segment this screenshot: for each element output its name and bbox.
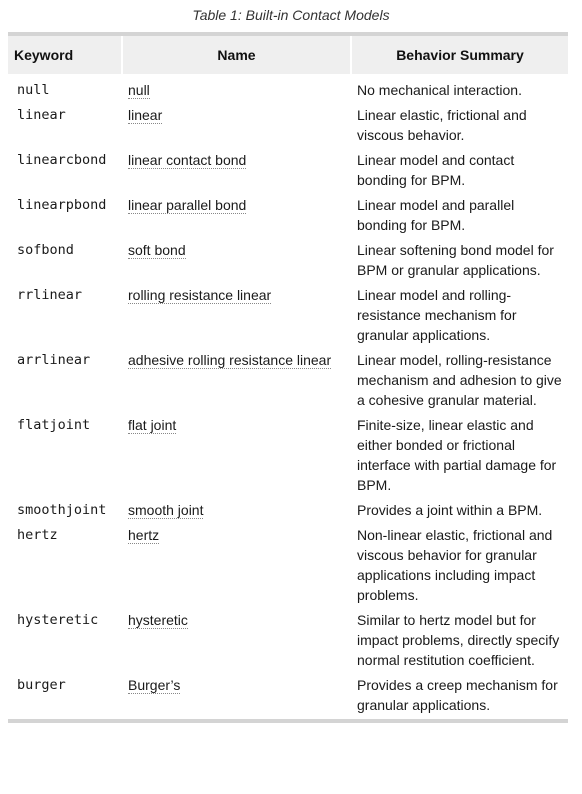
table-row [8, 283, 568, 348]
model-name-link[interactable]: null [128, 82, 150, 98]
name-cell [122, 348, 351, 413]
table-row [8, 523, 568, 608]
table-row [8, 673, 568, 719]
keyword-cell: linearcbond [17, 152, 107, 168]
keyword-cell: rrlinear [17, 287, 83, 303]
keyword-cell: linearpbond [17, 197, 107, 213]
name-cell [122, 673, 351, 719]
contact-models-table [8, 32, 568, 723]
keyword-cell: flatjoint [17, 417, 91, 433]
behavior-summary-cell: Similar to hertz model but for impact problems, directly specify normal restitution coefficient. [357, 612, 560, 668]
name-cell [122, 103, 351, 148]
name-cell [122, 523, 351, 608]
keyword-cell: sofbond [17, 242, 74, 258]
header-behavior-summary: Behavior Summary [351, 36, 568, 74]
name-cell [122, 413, 351, 498]
model-name-link[interactable]: linear parallel bond [128, 197, 247, 213]
model-name-link[interactable]: linear [128, 107, 163, 123]
behavior-summary-cell: No mechanical interaction. [357, 82, 522, 98]
table-row [8, 148, 568, 193]
keyword-cell: hertz [17, 527, 58, 543]
behavior-summary-cell: Provides a creep mechanism for granular applications. [357, 677, 558, 713]
keyword-cell: hysteretic [17, 612, 99, 628]
behavior-summary-cell: Provides a joint within a BPM. [357, 502, 543, 518]
name-cell [122, 498, 351, 523]
behavior-summary-cell: Linear elastic, frictional and viscous behavior. [357, 107, 527, 143]
model-name-link[interactable]: linear contact bond [128, 152, 247, 168]
name-cell [122, 283, 351, 348]
model-name-link[interactable]: rolling resistance linear [128, 287, 272, 303]
name-cell [122, 608, 351, 673]
behavior-summary-cell: Non-linear elastic, frictional and viscous behavior for granular applications including impact problems. [357, 527, 553, 603]
table-row [8, 103, 568, 148]
behavior-summary-cell: Linear model and rolling-resistance mechanism for granular applications. [357, 287, 517, 343]
model-name-link[interactable]: soft bond [128, 242, 186, 258]
table-row [8, 238, 568, 283]
model-name-link[interactable]: adhesive rolling resistance linear [128, 352, 332, 368]
table-row [8, 608, 568, 673]
behavior-summary-cell: Linear model and parallel bonding for BPM. [357, 197, 515, 233]
table-row [8, 74, 568, 103]
table-row [8, 193, 568, 238]
keyword-cell: linear [17, 107, 66, 123]
table-row [8, 498, 568, 523]
table-caption: Table 1: Built-in Contact Models [192, 7, 390, 23]
table-row [8, 348, 568, 413]
model-name-link[interactable]: hertz [128, 527, 160, 543]
name-cell [122, 74, 351, 103]
table-row [8, 413, 568, 498]
behavior-summary-cell: Linear model and contact bonding for BPM. [357, 152, 515, 188]
name-cell [122, 238, 351, 283]
behavior-summary-cell: Linear softening bond model for BPM or granular applications. [357, 242, 554, 278]
header-keyword: Keyword [8, 36, 122, 74]
header-name: Name [122, 36, 351, 74]
model-name-link[interactable]: hysteretic [128, 612, 188, 628]
keyword-cell: null [17, 82, 50, 98]
model-name-link[interactable]: smooth joint [128, 502, 204, 518]
name-cell [122, 193, 351, 238]
header-row [8, 36, 568, 74]
contact-models-grid [8, 36, 568, 719]
model-name-link[interactable]: Burger’s [128, 677, 181, 693]
model-name-link[interactable]: flat joint [128, 417, 177, 433]
behavior-summary-cell: Finite-size, linear elastic and either bonded or frictional interface with partial damage for BPM. [357, 417, 557, 493]
keyword-cell: smoothjoint [17, 502, 107, 518]
name-cell [122, 148, 351, 193]
table-body [8, 74, 568, 719]
table-header [8, 36, 568, 74]
behavior-summary-cell: Linear model, rolling-resistance mechanism and adhesion to give a cohesive granular material. [357, 352, 562, 408]
keyword-cell: arrlinear [17, 352, 91, 368]
keyword-cell: burger [17, 677, 66, 693]
